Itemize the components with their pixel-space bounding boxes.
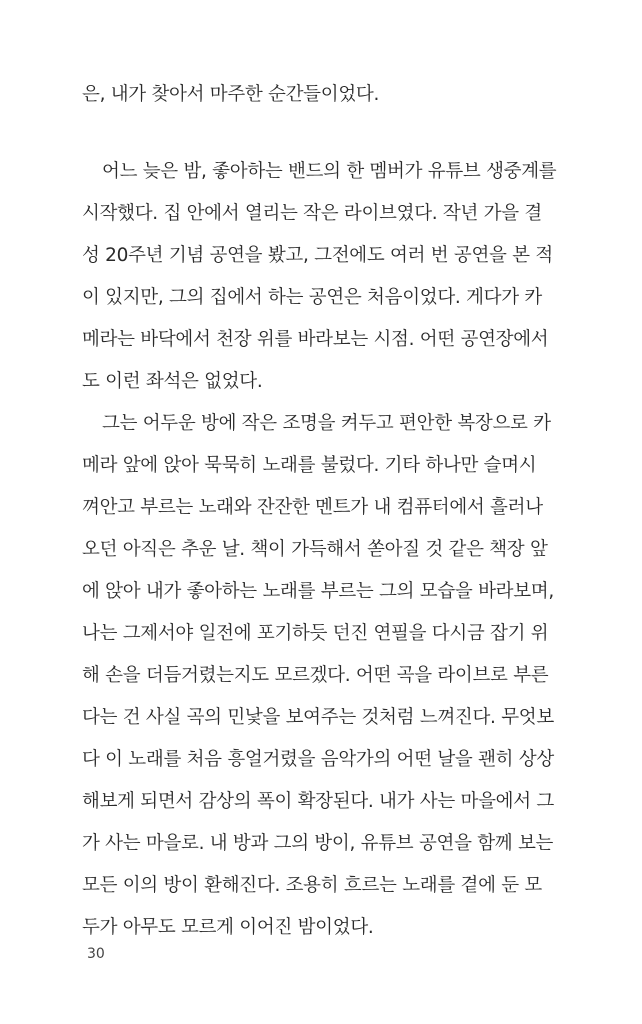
text-line: 가 사는 마을로. 내 방과 그의 방이, 유튜브 공연을 함께 보는 (82, 833, 554, 854)
text-line: 다는 건 사실 곡의 민낯을 보여주는 것처럼 느껴진다. 무엇보 (82, 707, 554, 728)
text-line: 에 앉아 내가 좋아하는 노래를 부르는 그의 모습을 바라보며, (82, 581, 554, 602)
text-line: 두가 아무도 모르게 이어진 밤이었다. (82, 917, 374, 938)
text-line: 모든 이의 방이 환해진다. 조용히 흐르는 노래를 곁에 둔 모 (82, 875, 542, 896)
text-line: 도 이런 좌석은 없었다. (82, 371, 263, 392)
text-line: 메라 앞에 앉아 묵묵히 노래를 불렀다. 기타 하나만 슬며시 (82, 455, 537, 476)
text-line: 다 이 노래를 처음 흥얼거렸을 음악가의 어떤 날을 괜히 상상 (82, 749, 554, 770)
text-line: 성 20주년 기념 공연을 봤고, 그전에도 여러 번 공연을 본 적 (82, 245, 553, 266)
text-line: 시작했다. 집 안에서 열리는 작은 라이브였다. 작년 가을 결 (82, 203, 542, 224)
text-line: 해 손을 더듬거렸는지도 모르겠다. 어떤 곡을 라이브로 부른 (82, 665, 549, 686)
text-line: 껴안고 부르는 노래와 잔잔한 멘트가 내 컴퓨터에서 흘러나 (82, 497, 543, 518)
text-line: 은, 내가 찾아서 마주한 순간들이었다. (82, 84, 380, 105)
text-line: 나는 그제서야 일전에 포기하듯 던진 연필을 다시금 잡기 위 (82, 623, 549, 644)
text-line: 메라는 바닥에서 천장 위를 바라보는 시점. 어떤 공연장에서 (82, 329, 549, 350)
paragraph-first-line: 어느 늦은 밤, 좋아하는 밴드의 한 멤버가 유튜브 생중계를 (102, 161, 557, 182)
text-line: 이 있지만, 그의 집에서 하는 공연은 처음이었다. 게다가 카 (82, 287, 542, 308)
text-line: 오던 아직은 추운 날. 책이 가득해서 쏟아질 것 같은 책장 앞 (82, 539, 548, 560)
paragraph-first-line: 그는 어두운 방에 작은 조명을 켜두고 편안한 복장으로 카 (102, 413, 551, 434)
text-line: 해보게 되면서 감상의 폭이 확장된다. 내가 사는 마을에서 그 (82, 791, 554, 812)
page-number: 30 (87, 946, 105, 962)
